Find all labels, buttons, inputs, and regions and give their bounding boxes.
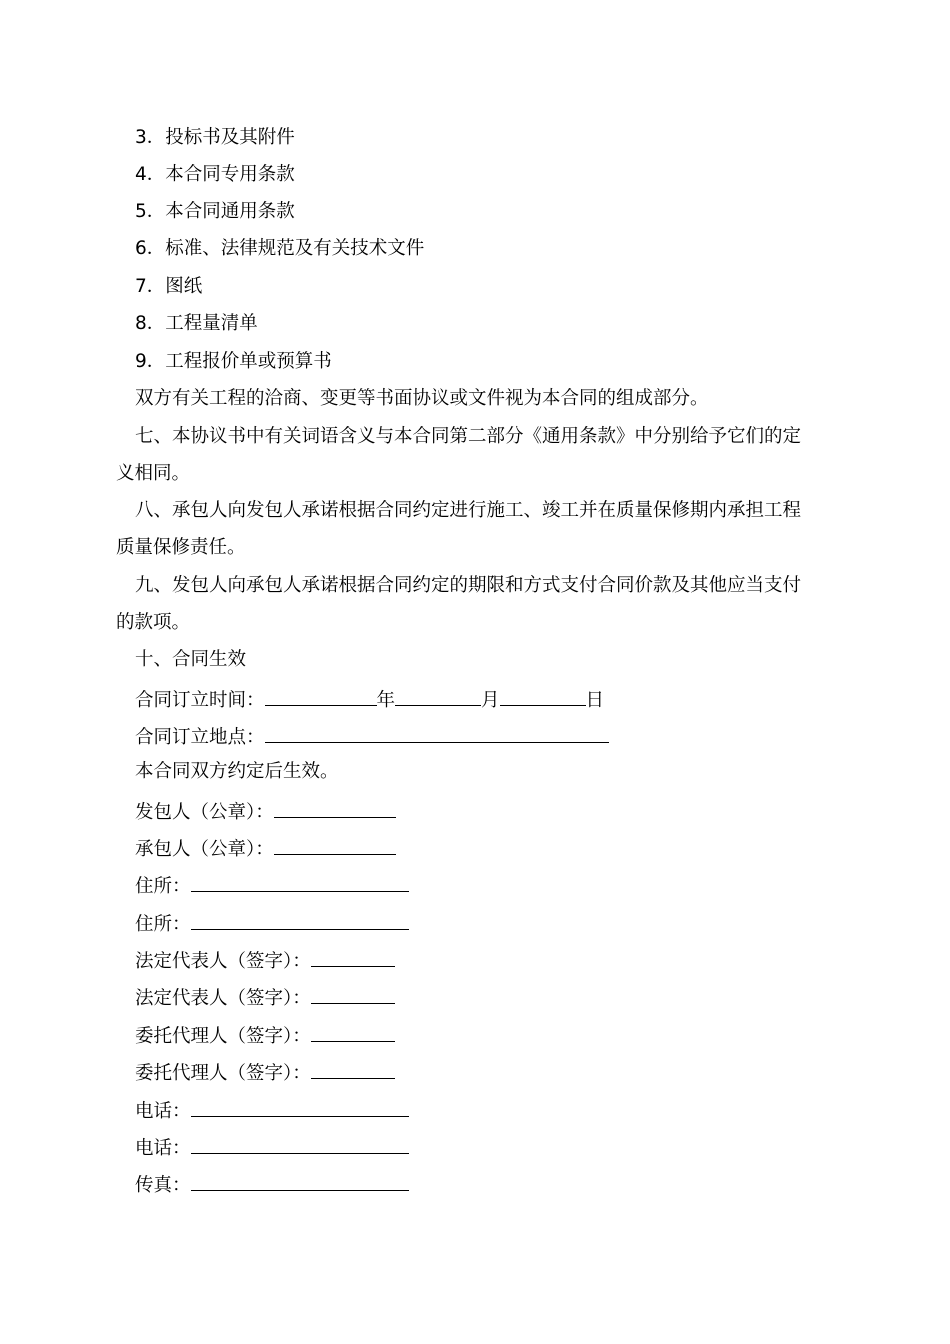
signing-place-label: 合同订立地点：: [135, 727, 265, 748]
list-item: 7．图纸: [135, 276, 203, 297]
agent-row-1: [135, 1021, 395, 1050]
phone-field-2[interactable]: [191, 1133, 409, 1154]
agent-label: 委托代理人（签字）：: [135, 1063, 311, 1084]
contractor-seal-field[interactable]: [274, 834, 396, 855]
address-row-2: [135, 909, 409, 938]
signing-time-row: [135, 685, 604, 714]
signing-place-field[interactable]: [265, 722, 609, 743]
year-label: 年: [376, 690, 396, 711]
fax-row: [135, 1170, 409, 1199]
phone-label: 电话：: [135, 1138, 191, 1159]
clause-9-line-2: 的款项。: [116, 612, 191, 633]
day-label: 日: [585, 690, 605, 711]
agent-field-2[interactable]: [311, 1058, 395, 1079]
signing-place-row: [135, 722, 609, 751]
employer-seal-field[interactable]: [274, 797, 396, 818]
employer-seal-row: [135, 797, 396, 826]
list-item: 4．本合同专用条款: [135, 164, 295, 185]
clause-10-heading: 十、合同生效: [135, 649, 247, 670]
list-item: 8．工程量清单: [135, 313, 258, 334]
phone-row-1: [135, 1096, 409, 1125]
address-label: 住所：: [135, 876, 191, 897]
list-item: 9．工程报价单或预算书: [135, 351, 332, 372]
legal-rep-field-2[interactable]: [311, 983, 395, 1004]
agent-label: 委托代理人（签字）：: [135, 1026, 311, 1047]
contractor-seal-row: [135, 834, 396, 863]
address-label: 住所：: [135, 914, 191, 935]
fax-label: 传真：: [135, 1175, 191, 1196]
phone-label: 电话：: [135, 1101, 191, 1122]
month-field[interactable]: [395, 685, 481, 706]
year-field[interactable]: [265, 685, 377, 706]
employer-seal-label: 发包人（公章）：: [135, 802, 274, 823]
list-item: 5．本合同通用条款: [135, 201, 295, 222]
effective-statement: 本合同双方约定后生效。: [135, 761, 339, 782]
address-field-2[interactable]: [191, 909, 409, 930]
month-label: 月: [481, 690, 500, 711]
composition-note: 双方有关工程的洽商、变更等书面协议或文件视为本合同的组成部分。: [135, 388, 709, 409]
list-item: 6．标准、法律规范及有关技术文件: [135, 238, 425, 259]
agent-row-2: [135, 1058, 395, 1087]
clause-8-line-1: 八、承包人向发包人承诺根据合同约定进行施工、竣工并在质量保修期内承担工程: [135, 500, 802, 521]
phone-row-2: [135, 1133, 409, 1162]
legal-rep-field-1[interactable]: [311, 946, 395, 967]
agent-field-1[interactable]: [311, 1021, 395, 1042]
address-field-1[interactable]: [191, 871, 409, 892]
legal-rep-row-1: [135, 946, 395, 975]
phone-field-1[interactable]: [191, 1096, 409, 1117]
legal-rep-row-2: [135, 983, 395, 1012]
contractor-seal-label: 承包人（公章）：: [135, 839, 274, 860]
address-row-1: [135, 871, 409, 900]
signing-time-label: 合同订立时间：: [135, 690, 265, 711]
clause-9-line-1: 九、发包人向承包人承诺根据合同约定的期限和方式支付合同价款及其他应当支付: [135, 575, 802, 596]
clause-7-line-2: 义相同。: [116, 463, 191, 484]
clause-8-line-2: 质量保修责任。: [116, 537, 246, 558]
day-field[interactable]: [500, 685, 586, 706]
clause-7-line-1: 七、本协议书中有关词语含义与本合同第二部分《通用条款》中分别给予它们的定: [135, 426, 802, 447]
legal-rep-label: 法定代表人（签字）：: [135, 951, 311, 972]
fax-field[interactable]: [191, 1170, 409, 1191]
list-item: 3．投标书及其附件: [135, 127, 295, 148]
legal-rep-label: 法定代表人（签字）：: [135, 988, 311, 1009]
